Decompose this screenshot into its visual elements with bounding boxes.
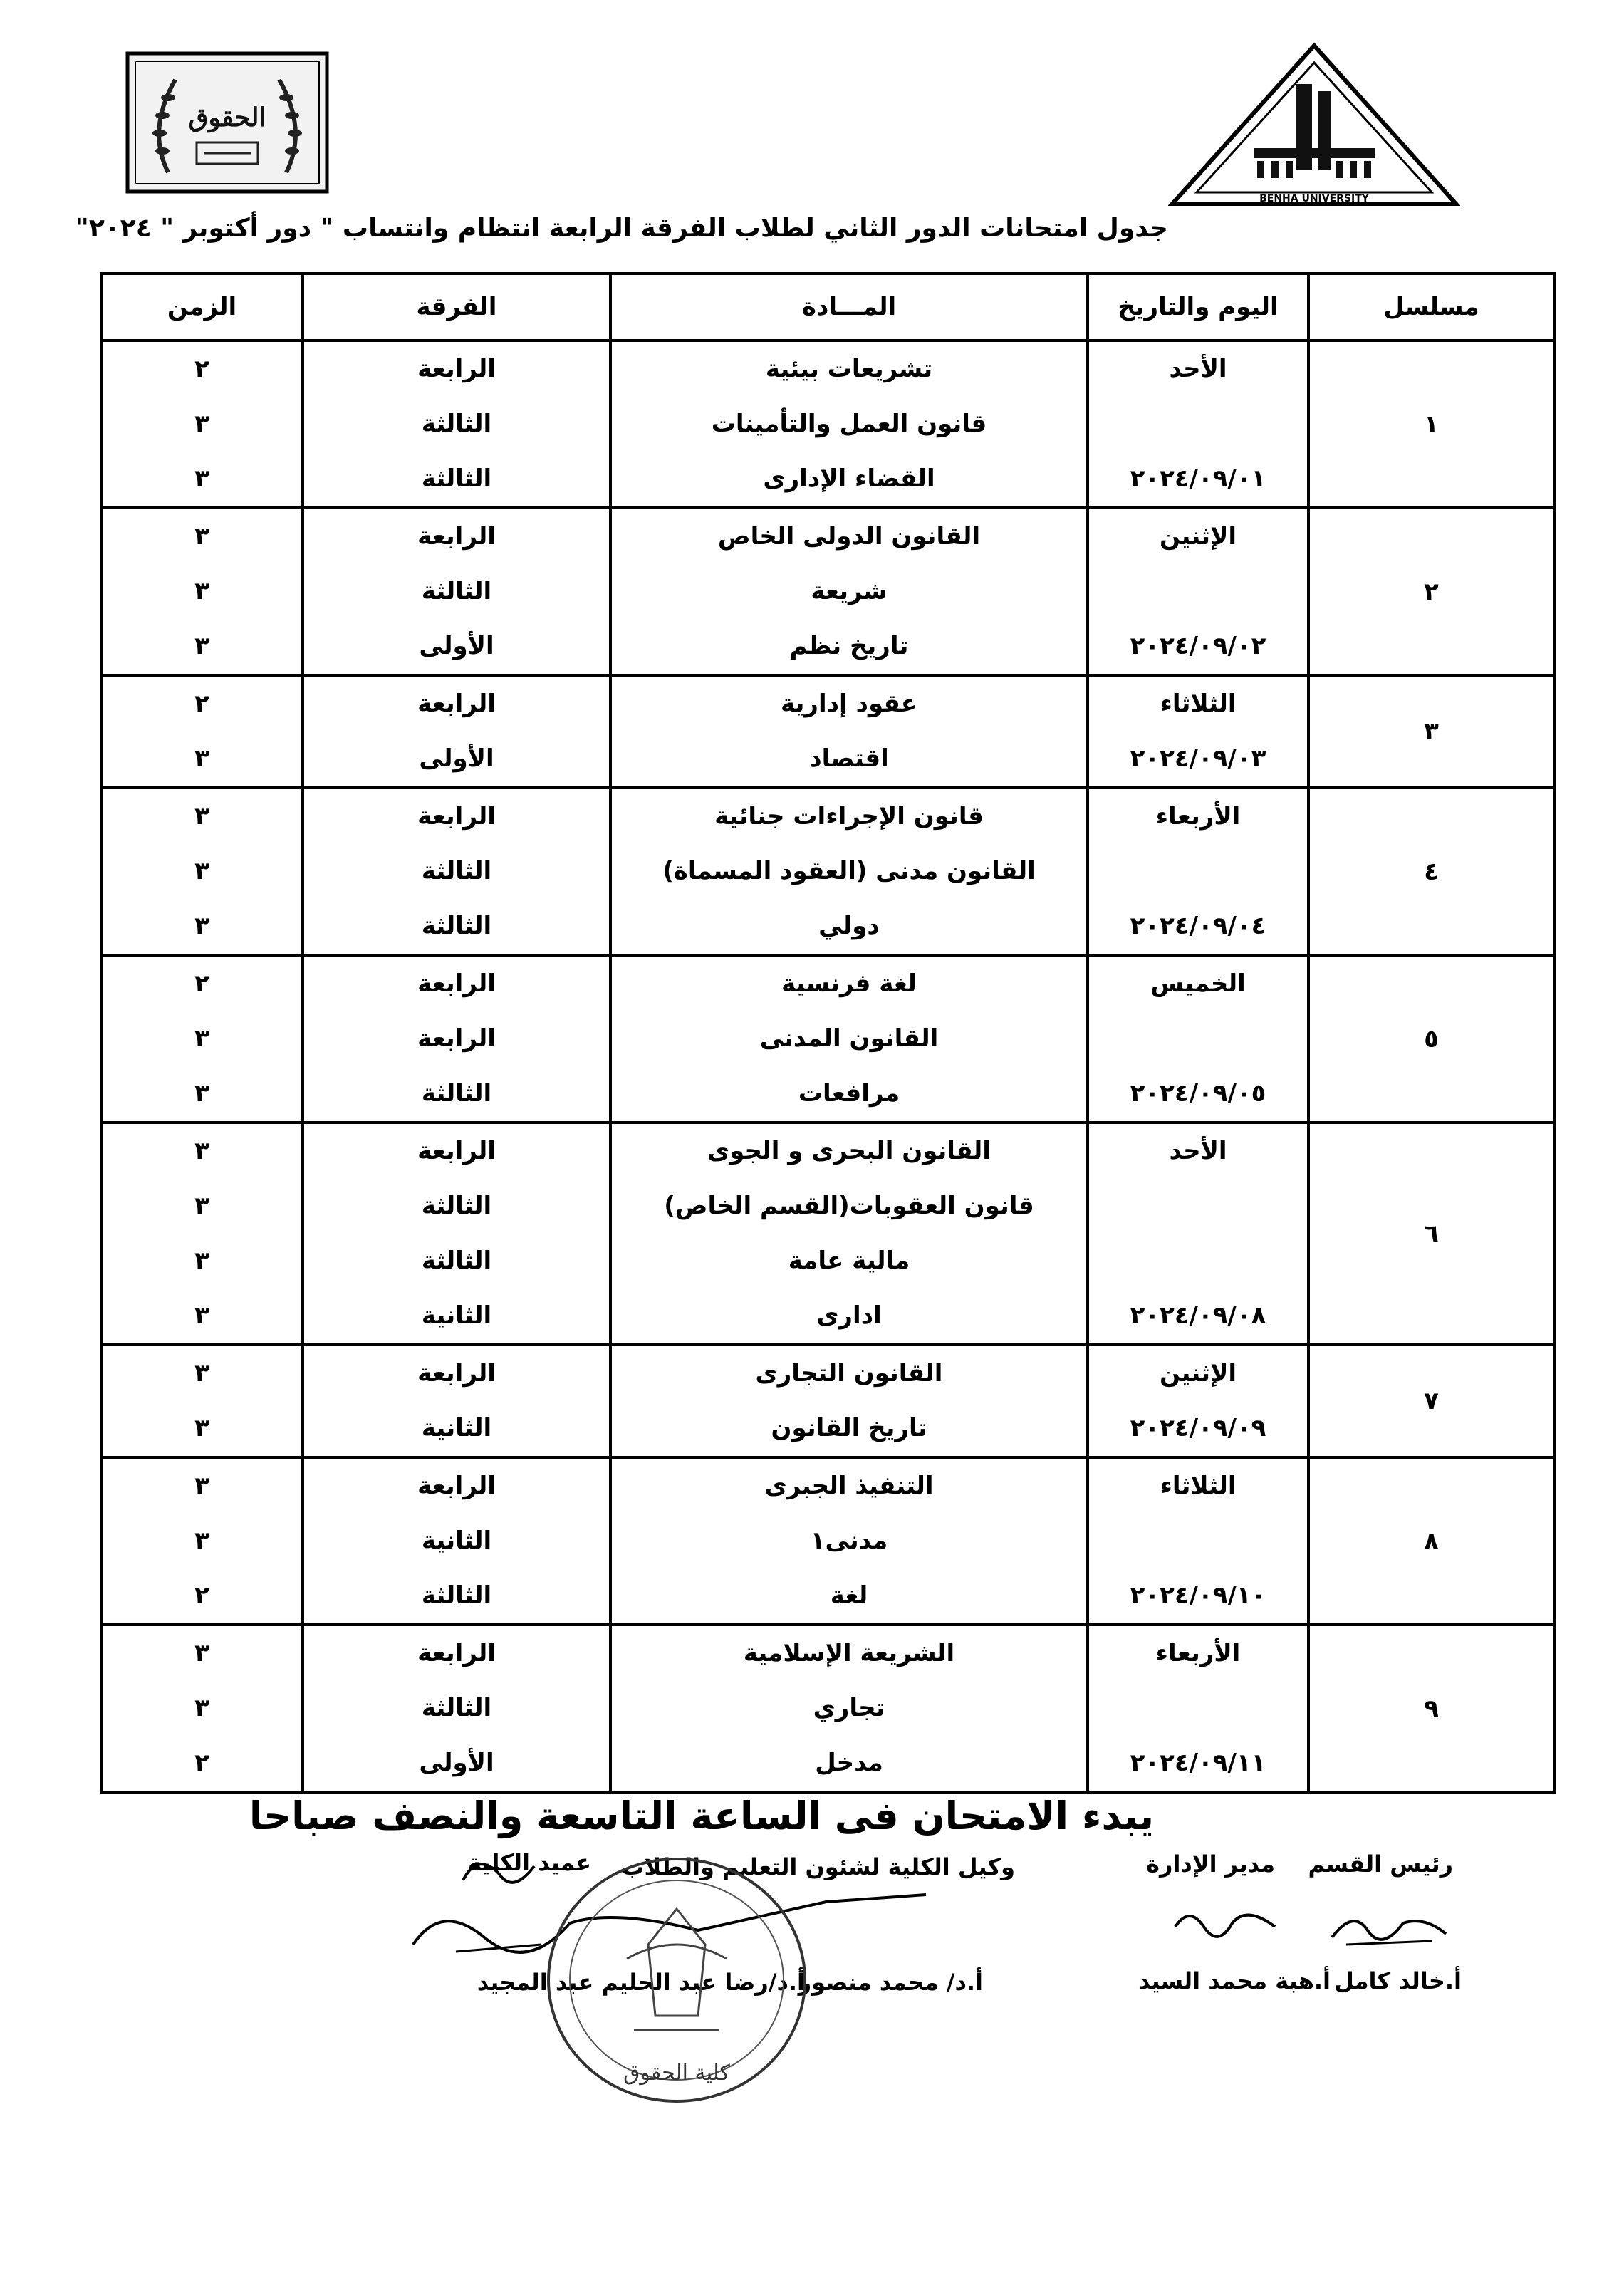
- table-header-row: [101, 274, 1554, 340]
- subject-cell: [610, 1345, 1088, 1457]
- table-row: [101, 675, 1554, 788]
- spacer: [1089, 1234, 1307, 1289]
- subject-name: مرافعات: [798, 1079, 900, 1108]
- day-date-cell: [1088, 1625, 1308, 1792]
- spacer: [1089, 1179, 1307, 1234]
- level-cell: [303, 340, 610, 508]
- signature-department-head: [1325, 1895, 1453, 1959]
- level-name: الأولى: [419, 632, 494, 660]
- day-date-cell: [1088, 788, 1308, 955]
- spacer: [1089, 564, 1307, 619]
- subject-cell: [610, 788, 1088, 955]
- subject-cell: [610, 1123, 1088, 1345]
- signature-title-admin-director: مدير الإدارة: [1146, 1851, 1275, 1878]
- level-name: الثالثة: [421, 1246, 492, 1275]
- day-name: الأربعاء: [1155, 802, 1241, 831]
- serial-cell: ٧: [1308, 1345, 1554, 1457]
- subject-name: الشريعة الإسلامية: [743, 1639, 955, 1667]
- university-logo: [1168, 41, 1460, 209]
- signature-title-department-head: رئيس القسم: [1308, 1851, 1453, 1878]
- level-name: الرابعة: [417, 802, 496, 831]
- level-name: الثالثة: [421, 912, 492, 940]
- duration-value: ٣: [194, 1246, 209, 1275]
- subject-name: مدنى١: [810, 1526, 888, 1555]
- exam-date: ٢٠٢٤/٠٩/٠٤: [1130, 912, 1266, 940]
- level-name: الثالثة: [421, 410, 492, 438]
- subject-name: القانون مدنى (العقود المسماة): [662, 857, 1036, 885]
- header-level: الفرقة: [303, 274, 610, 340]
- duration-value: ٣: [194, 1137, 209, 1165]
- day-date-cell: [1088, 1123, 1308, 1345]
- level-name: الرابعة: [417, 689, 496, 718]
- exam-date: ٢٠٢٤/٠٩/٠٥: [1130, 1079, 1266, 1108]
- level-cell: [303, 955, 610, 1123]
- table-row: [101, 1123, 1554, 1345]
- level-name: الثالثة: [421, 1581, 492, 1610]
- spacer: [1089, 397, 1307, 452]
- level-name: الرابعة: [417, 1024, 496, 1053]
- table-body: [101, 340, 1554, 1792]
- day-name: الأربعاء: [1155, 1639, 1241, 1667]
- subject-name: تشريعات بيئية: [765, 355, 933, 383]
- exam-schedule-table: [100, 272, 1556, 1794]
- table-row: [101, 1625, 1554, 1792]
- level-name: الرابعة: [417, 1472, 496, 1500]
- subject-name: قانون الإجراءات جنائية: [714, 802, 984, 831]
- level-name: الثانية: [421, 1414, 492, 1442]
- subject-name: القانون الدولى الخاص: [717, 522, 981, 551]
- day-name: الثلاثاء: [1160, 689, 1237, 718]
- level-cell: [303, 788, 610, 955]
- level-name: الرابعة: [417, 1137, 496, 1165]
- duration-cell: [101, 1457, 303, 1625]
- subject-name: شريعة: [811, 577, 888, 605]
- day-name: الأحد: [1169, 355, 1227, 383]
- subject-name: مالية عامة: [788, 1246, 910, 1275]
- duration-value: ٣: [194, 857, 209, 885]
- subject-name: مدخل: [815, 1749, 883, 1777]
- subject-name: تاريخ القانون: [771, 1414, 927, 1442]
- subject-cell: [610, 675, 1088, 788]
- day-name: الثلاثاء: [1160, 1472, 1237, 1500]
- duration-value: ٢: [194, 1581, 209, 1610]
- duration-value: ٣: [194, 1414, 209, 1442]
- subject-cell: [610, 1457, 1088, 1625]
- subject-cell: [610, 955, 1088, 1123]
- subject-name: ادارى: [816, 1301, 882, 1330]
- duration-value: ٣: [194, 1359, 209, 1388]
- serial-cell: ٩: [1308, 1625, 1554, 1792]
- level-name: الرابعة: [417, 522, 496, 551]
- level-cell: [303, 1123, 610, 1345]
- duration-cell: [101, 1345, 303, 1457]
- duration-value: ٢: [194, 355, 209, 383]
- table-row: [101, 1457, 1554, 1625]
- duration-value: ٣: [194, 577, 209, 605]
- subject-name: قانون العقوبات(القسم الخاص): [664, 1192, 1034, 1220]
- day-date-cell: [1088, 508, 1308, 675]
- signature-name-dean: أ.د/رضا عبد الحليم عبد المجيد: [477, 1969, 805, 1996]
- duration-cell: [101, 675, 303, 788]
- subject-name: تجاري: [813, 1694, 885, 1722]
- signature-name-admin-director: أ.هبة محمد السيد: [1138, 1967, 1331, 1994]
- level-name: الرابعة: [417, 355, 496, 383]
- duration-value: ٣: [194, 1192, 209, 1220]
- level-name: الأولى: [419, 744, 494, 773]
- faculty-logo-graphic: [125, 51, 329, 194]
- subject-cell: [610, 340, 1088, 508]
- exam-date: ٢٠٢٤/٠٩/١١: [1130, 1749, 1266, 1777]
- duration-value: ٣: [194, 522, 209, 551]
- header-subject: المـــادة: [610, 274, 1088, 340]
- spacer: [1089, 844, 1307, 899]
- serial-cell: ٤: [1308, 788, 1554, 955]
- official-seal: [541, 1852, 812, 2108]
- duration-value: ٣: [194, 802, 209, 831]
- spacer: [1089, 1011, 1307, 1066]
- duration-value: ٣: [194, 744, 209, 773]
- duration-value: ٣: [194, 1694, 209, 1722]
- exam-date: ٢٠٢٤/٠٩/٠٨: [1130, 1301, 1266, 1330]
- duration-value: ٣: [194, 1301, 209, 1330]
- subject-name: القانون المدنى: [759, 1024, 939, 1053]
- exam-date: ٢٠٢٤/٠٩/٠١: [1130, 464, 1266, 493]
- day-date-cell: [1088, 955, 1308, 1123]
- duration-value: ٣: [194, 464, 209, 493]
- subject-name: عقود إدارية: [780, 689, 917, 718]
- subject-name: قانون العمل والتأمينات: [711, 410, 987, 438]
- duration-cell: [101, 340, 303, 508]
- page-title: جدول امتحانات الدور الثاني لطلاب الفرقة الرابعة انتظام وانتساب " دور أكتوبر " ٢٠٢٤": [76, 214, 1168, 243]
- subject-name: لغة: [830, 1581, 868, 1610]
- table-row: [101, 508, 1554, 675]
- level-cell: [303, 675, 610, 788]
- duration-value: ٣: [194, 410, 209, 438]
- table-row: [101, 1345, 1554, 1457]
- table-row: [101, 955, 1554, 1123]
- exam-start-note: يبدء الامتحان فى الساعة التاسعة والنصف صباحا: [249, 1794, 1154, 1838]
- subject-name: القانون التجارى: [755, 1359, 943, 1388]
- duration-cell: [101, 1123, 303, 1345]
- signature-name-department-head: أ.خالد كامل: [1334, 1967, 1462, 1994]
- subject-name: التنفيذ الجبرى: [764, 1472, 934, 1500]
- duration-value: ٣: [194, 1472, 209, 1500]
- day-name: الإثنين: [1159, 522, 1237, 551]
- serial-cell: ٦: [1308, 1123, 1554, 1345]
- seal-text: كلية الحقوق: [623, 2061, 730, 2086]
- duration-value: ٣: [194, 1526, 209, 1555]
- faculty-logo: [125, 51, 329, 194]
- serial-cell: ٨: [1308, 1457, 1554, 1625]
- signature-name-vice-dean: أ.د/ محمد منصور: [798, 1969, 983, 1996]
- header-serial: مسلسل: [1308, 274, 1554, 340]
- subject-cell: [610, 1625, 1088, 1792]
- table-row: [101, 788, 1554, 955]
- day-date-cell: [1088, 340, 1308, 508]
- signature-title-vice-dean: وكيل الكلية لشئون التعليم والطلاب: [621, 1853, 1015, 1880]
- subject-name: دولي: [818, 912, 880, 940]
- header-day-date: اليوم والتاريخ: [1088, 274, 1308, 340]
- level-name: الثالثة: [421, 1694, 492, 1722]
- duration-value: ٢: [194, 969, 209, 998]
- exam-date: ٢٠٢٤/٠٩/٠٢: [1130, 632, 1266, 660]
- duration-cell: [101, 955, 303, 1123]
- serial-cell: ٢: [1308, 508, 1554, 675]
- level-name: الرابعة: [417, 1359, 496, 1388]
- signature-admin-director: [1168, 1898, 1282, 1955]
- level-name: الثالثة: [421, 857, 492, 885]
- subject-name: اقتصاد: [809, 744, 889, 773]
- level-cell: [303, 1625, 610, 1792]
- day-name: الخميس: [1150, 969, 1246, 998]
- day-date-cell: [1088, 675, 1308, 788]
- duration-value: ٣: [194, 1024, 209, 1053]
- duration-cell: [101, 788, 303, 955]
- seal-graphic: [541, 1852, 812, 2108]
- spacer: [1089, 1514, 1307, 1568]
- duration-value: ٣: [194, 1079, 209, 1108]
- duration-value: ٢: [194, 1749, 209, 1777]
- level-name: الثانية: [421, 1526, 492, 1555]
- day-name: الأحد: [1169, 1137, 1227, 1165]
- subject-name: تاريخ نظم: [789, 632, 909, 660]
- exam-date: ٢٠٢٤/٠٩/٠٣: [1130, 744, 1266, 773]
- university-logo-graphic: [1168, 41, 1460, 209]
- level-name: الرابعة: [417, 1639, 496, 1667]
- duration-value: ٢: [194, 689, 209, 718]
- level-name: الثالثة: [421, 1079, 492, 1108]
- subject-cell: [610, 508, 1088, 675]
- subject-name: القانون البحرى و الجوى: [707, 1137, 991, 1165]
- serial-cell: ٥: [1308, 955, 1554, 1123]
- header-duration: الزمن: [101, 274, 303, 340]
- signature-dean: [456, 1852, 541, 1909]
- level-name: الرابعة: [417, 969, 496, 998]
- level-cell: [303, 508, 610, 675]
- duration-cell: [101, 508, 303, 675]
- duration-value: ٣: [194, 1639, 209, 1667]
- faculty-logo-text: الحقوق: [188, 103, 266, 132]
- exam-date: ٢٠٢٤/٠٩/٠٩: [1130, 1414, 1266, 1442]
- day-name: الإثنين: [1159, 1359, 1237, 1388]
- level-name: الثانية: [421, 1301, 492, 1330]
- exam-date: ٢٠٢٤/٠٩/١٠: [1130, 1581, 1266, 1610]
- level-name: الثالثة: [421, 464, 492, 493]
- table-row: [101, 340, 1554, 508]
- signature-title-dean: عميد الكلية: [467, 1849, 591, 1876]
- spacer: [1089, 1681, 1307, 1736]
- level-name: الأولى: [419, 1749, 494, 1777]
- level-name: الثالثة: [421, 577, 492, 605]
- subject-name: القضاء الإدارى: [763, 464, 935, 493]
- day-date-cell: [1088, 1345, 1308, 1457]
- level-cell: [303, 1345, 610, 1457]
- subject-name: لغة فرنسية: [781, 969, 917, 998]
- day-date-cell: [1088, 1457, 1308, 1625]
- level-cell: [303, 1457, 610, 1625]
- serial-cell: ١: [1308, 340, 1554, 508]
- duration-cell: [101, 1625, 303, 1792]
- serial-cell: ٣: [1308, 675, 1554, 788]
- duration-value: ٣: [194, 912, 209, 940]
- level-name: الثالثة: [421, 1192, 492, 1220]
- university-logo-text: BENHA UNIVERSITY: [1259, 193, 1369, 204]
- duration-value: ٣: [194, 632, 209, 660]
